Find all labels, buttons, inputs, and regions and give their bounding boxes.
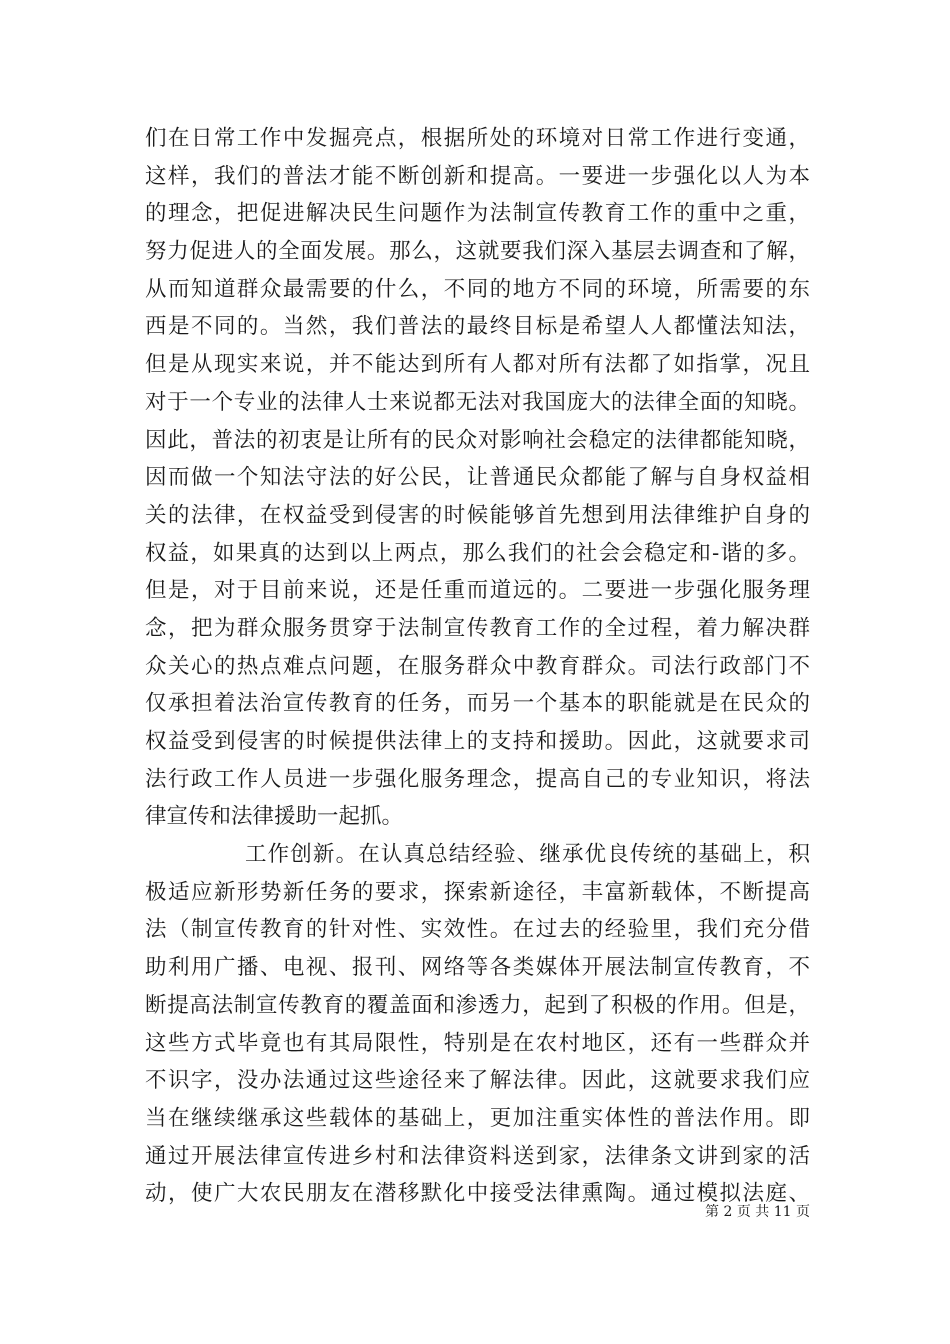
- text-line: 极适应新形势新任务的要求，探索新途径，丰富新载体，不断提高: [145, 879, 810, 905]
- text-line: 从而知道群众最需要的什么，不同的地方不同的环境，所需要的东: [145, 276, 810, 302]
- text-line: 当在继续继承这些载体的基础上，更加注重实体性的普法作用。即: [145, 1105, 810, 1131]
- text-line: 努力促进人的全面发展。那么，这就要我们深入基层去调查和了解，: [145, 239, 810, 265]
- text-line: 念，把为群众服务贯穿于法制宣传教育工作的全过程，着力解决群: [145, 615, 810, 641]
- text-line: 对于一个专业的法律人士来说都无法对我国庞大的法律全面的知晓。: [145, 389, 810, 415]
- text-line: 仅承担着法治宣传教育的任务，而另一个基本的职能就是在民众的: [145, 691, 810, 717]
- text-line: 不识字，没办法通过这些途径来了解法律。因此，这就要求我们应: [145, 1068, 810, 1094]
- text-line: 因而做一个知法守法的好公民，让普通民众都能了解与自身权益相: [145, 465, 810, 491]
- text-line: 的理念，把促进解决民生问题作为法制宣传教育工作的重中之重，: [145, 201, 810, 227]
- text-line: 因此，普法的初衷是让所有的民众对影响社会稳定的法律都能知晓，: [145, 427, 810, 453]
- text-line: 权益，如果真的达到以上两点，那么我们的社会会稳定和-谐的多。: [145, 540, 810, 566]
- text-line: 们在日常工作中发掘亮点，根据所处的环境对日常工作进行变通，: [145, 126, 810, 151]
- page-number-footer: 第 2 页 共 11 页: [705, 1204, 810, 1220]
- text-line: 法（制宣传教育的针对性、实效性。在过去的经验里，我们充分借: [145, 917, 810, 943]
- text-line: 助利用广播、电视、报刊、网络等各类媒体开展法制宣传教育，不: [145, 955, 810, 981]
- body-text: [145, 120, 810, 1213]
- text-line: 法行政工作人员进一步强化服务理念，提高自己的专业知识，将法: [145, 766, 810, 792]
- paragraph-first-line: 工作创新。在认真总结经验、继承优良传统的基础上，积: [245, 842, 810, 868]
- text-line: 这样，我们的普法才能不断创新和提高。一要进一步强化以人为本: [145, 163, 810, 189]
- text-line: 动，使广大农民朋友在潜移默化中接受法律熏陶。通过模拟法庭、: [145, 1181, 810, 1207]
- text-line: 但是，对于目前来说，还是任重而道远的。二要进一步强化服务理: [145, 578, 810, 604]
- text-line: 关的法律，在权益受到侵害的时候能够首先想到用法律维护自身的: [145, 502, 810, 528]
- text-line: 这些方式毕竟也有其局限性，特别是在农村地区，还有一些群众并: [145, 1030, 810, 1056]
- text-line: 律宣传和法律援助一起抓。: [145, 804, 404, 830]
- text-line: 但是从现实来说，并不能达到所有人都对所有法都了如指掌，况且: [145, 352, 810, 378]
- text-line: 西是不同的。当然，我们普法的最终目标是希望人人都懂法知法，: [145, 314, 810, 340]
- text-line: 权益受到侵害的时候提供法律上的支持和援助。因此，这就要求司: [145, 729, 810, 754]
- text-line: 通过开展法律宣传进乡村和法律资料送到家，法律条文讲到家的活: [145, 1143, 810, 1169]
- text-line: 众关心的热点难点问题，在服务群众中教育群众。司法行政部门不: [145, 653, 810, 679]
- text-line: 断提高法制宣传教育的覆盖面和渗透力，起到了积极的作用。但是，: [145, 992, 810, 1018]
